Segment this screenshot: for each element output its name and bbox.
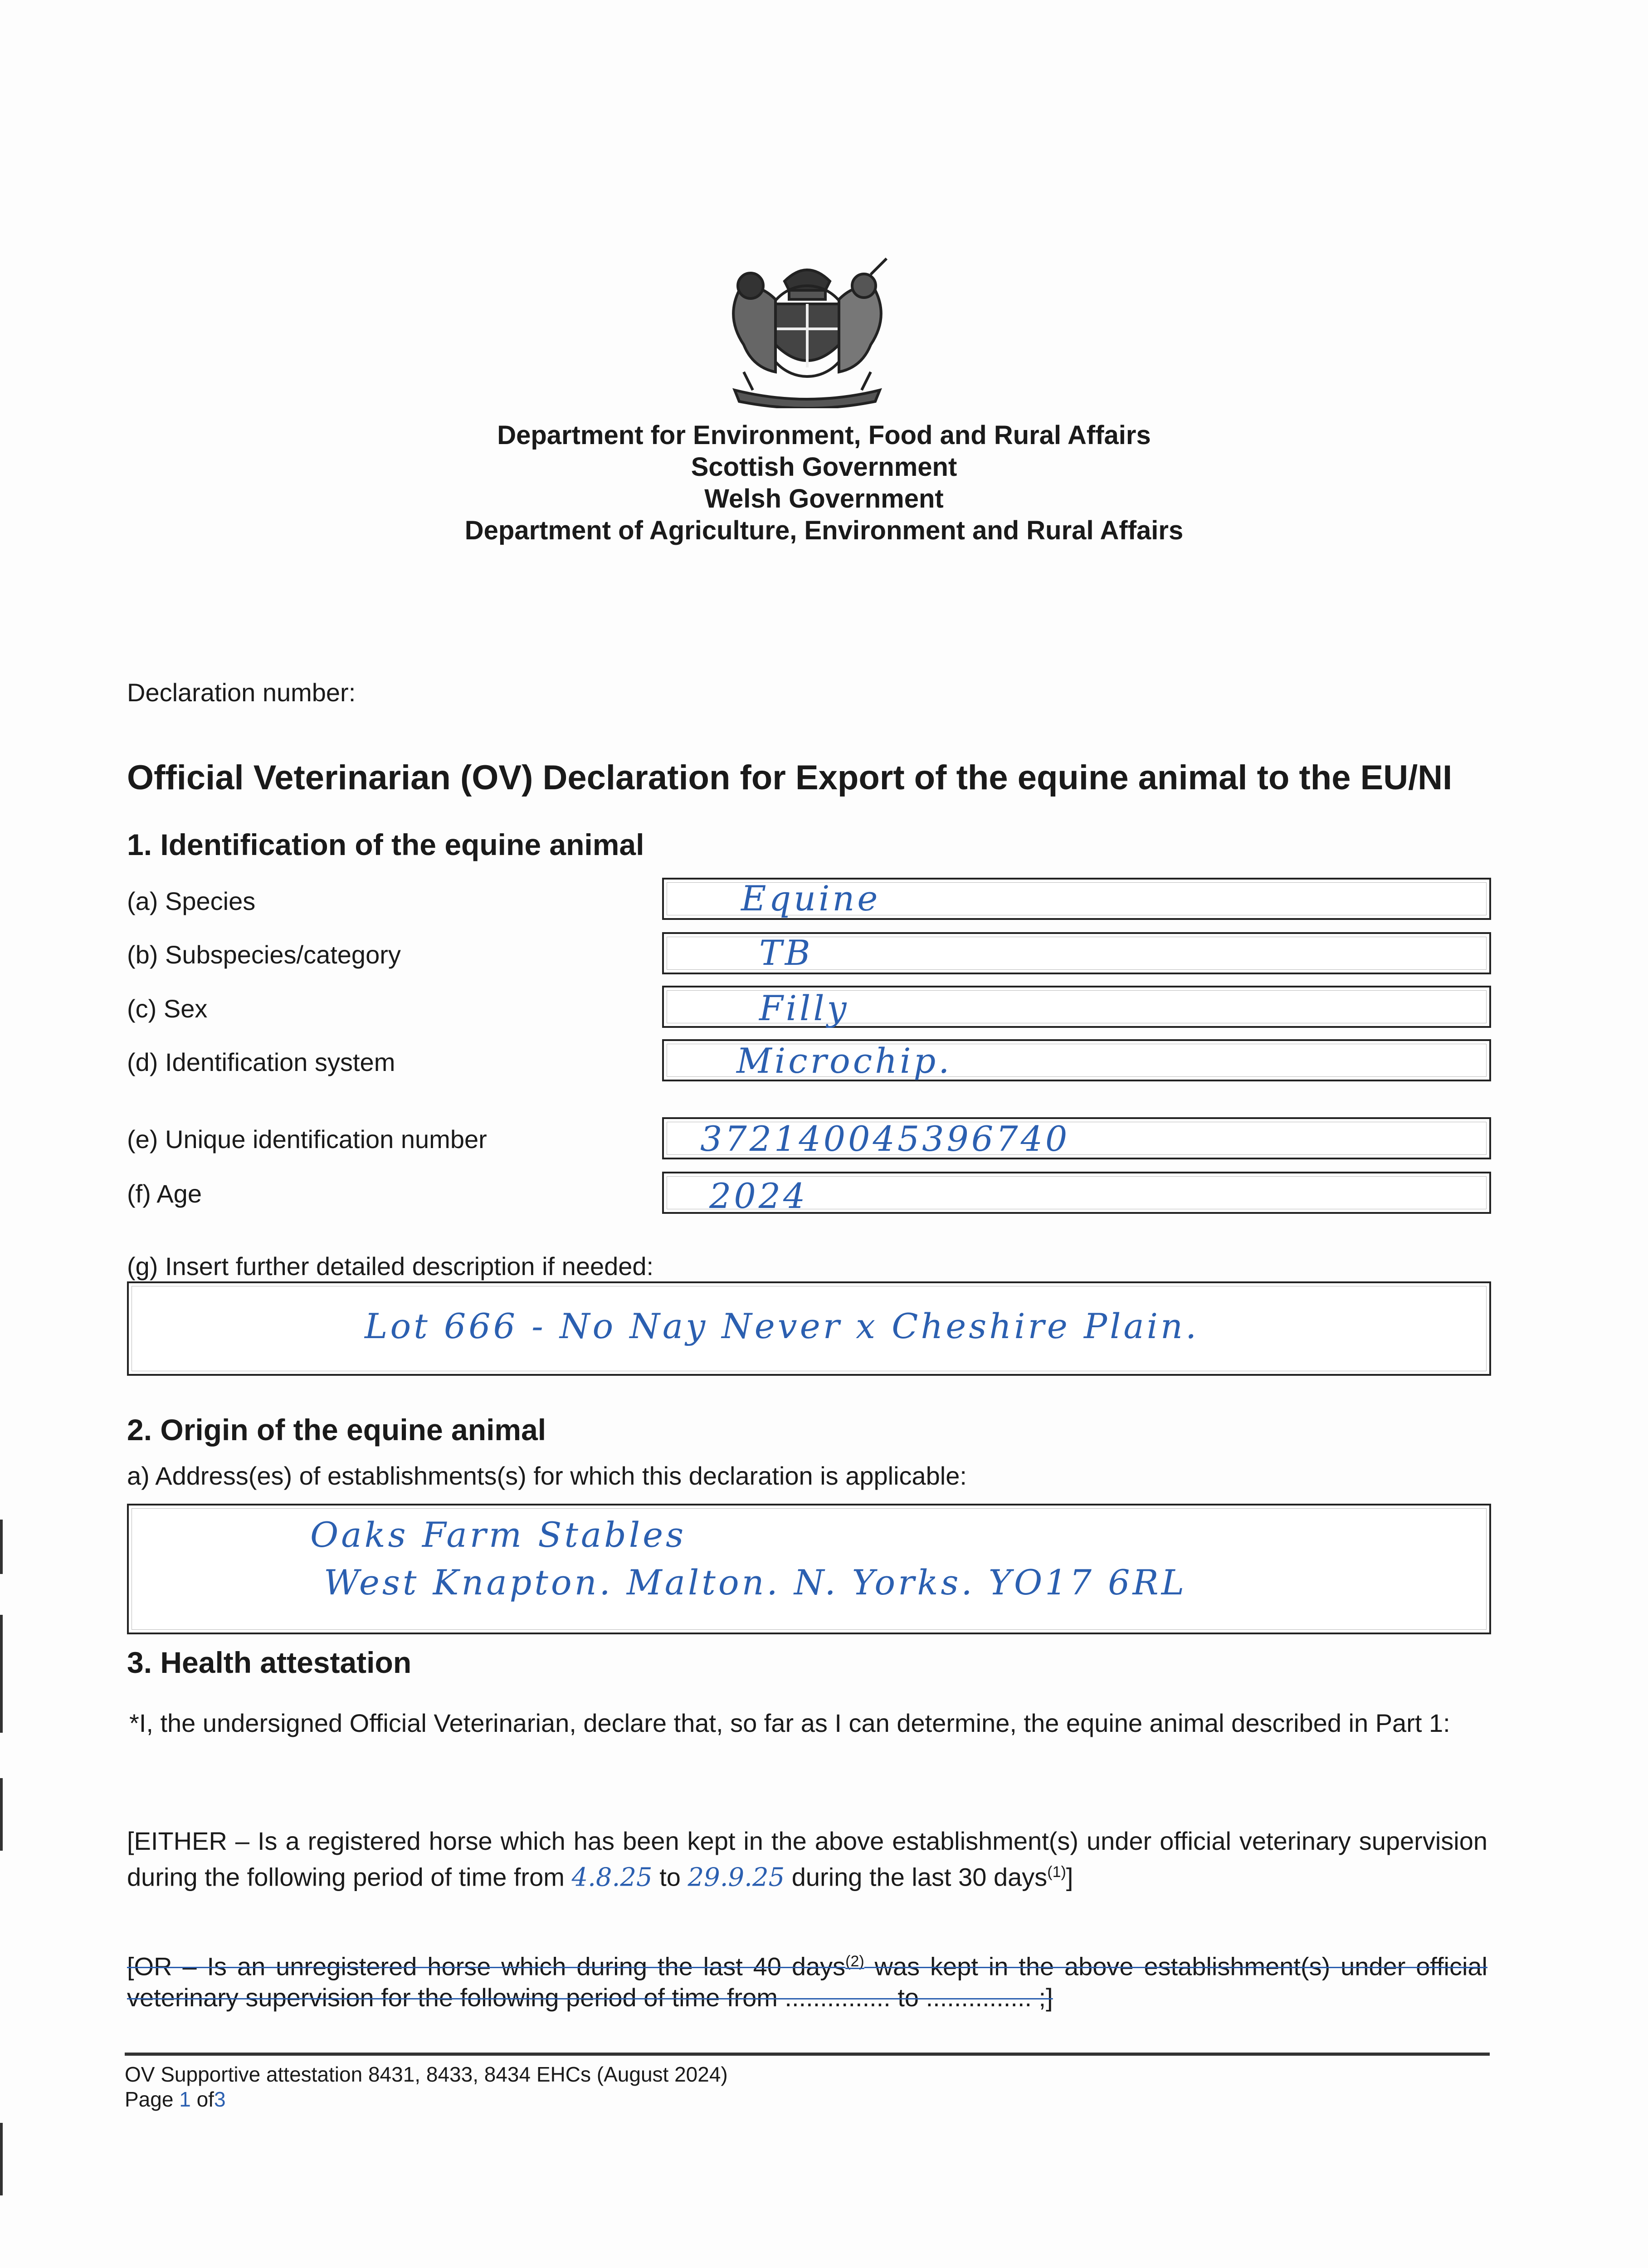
either-to-date: 29.9.25: [687, 1862, 785, 1892]
subspecies-field[interactable]: [662, 932, 1491, 974]
unique-id-field[interactable]: [662, 1117, 1491, 1159]
scan-edge-mark: [0, 1520, 3, 1574]
department-name-4: Department of Agriculture, Environment and Rural Affairs: [464, 516, 1184, 545]
address-line-2: West Knapton. Malton. N. Yorks. YO17 6RL: [324, 1562, 1187, 1603]
footer-divider: [125, 2053, 1490, 2056]
section1-heading: 1. Identification of the equine animal: [127, 828, 644, 861]
scan-edge-mark: [0, 1615, 3, 1733]
age-field[interactable]: [662, 1172, 1491, 1214]
either-from-date: 4.8.25: [571, 1862, 653, 1892]
species-value: Equine: [741, 878, 881, 919]
page-label: Page: [125, 2087, 174, 2111]
sex-field[interactable]: [662, 986, 1491, 1028]
subspecies-value: TB: [759, 933, 813, 973]
species-label: (a) Species: [127, 887, 256, 915]
footer-attestation: OV Supportive attestation 8431, 8433, 8434 EHCs (August 2024): [125, 2063, 728, 2086]
health-intro: *I, the undersigned Official Veterinarian, declare that, so far as I can determine, the equine animal described in Part 1:: [129, 1709, 1450, 1737]
page-number: [125, 2087, 226, 2112]
address-line-1: Oaks Farm Stables: [310, 1515, 687, 1555]
page-title: Official Veterinarian (OV) Declaration for Export of the equine animal to the EU/NI: [127, 758, 1453, 797]
department-name-3: Welsh Government: [704, 484, 944, 513]
species-field[interactable]: [662, 878, 1491, 920]
sex-value: Filly: [759, 988, 849, 1028]
or-clause: [127, 1946, 1487, 2013]
either-text-1: [EITHER – Is a registered horse which has been kept in the above establishment(s) under official veterinary supervision during the following period of time from: [127, 1827, 1487, 1892]
or-text-2: was kept in the above establishment(s) under official veterinary supervision for the following period of time from ............... to ............... ;]: [127, 1952, 1487, 2012]
unique-id-value: 372140045396740: [700, 1119, 1070, 1159]
scan-edge-mark: [0, 2123, 3, 2195]
unique-id-label: (e) Unique identification number: [127, 1125, 487, 1154]
subspecies-label: (b) Subspecies/category: [127, 940, 401, 969]
section2-heading: 2. Origin of the equine animal: [127, 1413, 546, 1447]
declaration-number-label: Declaration number:: [127, 678, 356, 707]
identification-system-label: (d) Identification system: [127, 1048, 395, 1076]
page-current: 1: [179, 2087, 191, 2111]
age-value: 2024: [709, 1176, 808, 1216]
address-label: a) Address(es) of establishments(s) for which this declaration is applicable:: [127, 1461, 967, 1490]
description-label: (g) Insert further detailed description if needed:: [127, 1252, 654, 1281]
or-text-1: [OR – Is an unregistered horse which during the last 40 days: [127, 1952, 846, 1981]
identification-system-field[interactable]: [662, 1039, 1491, 1081]
either-footnote: (1): [1047, 1863, 1066, 1881]
either-close: ]: [1066, 1862, 1073, 1892]
identification-system-value: Microchip.: [736, 1041, 952, 1081]
description-field[interactable]: [127, 1281, 1491, 1376]
age-label: (f) Age: [127, 1179, 202, 1208]
page-of: of: [196, 2087, 214, 2111]
or-footnote: (2): [845, 1953, 864, 1970]
scan-edge-mark: [0, 1778, 3, 1851]
department-name-2: Scottish Government: [691, 452, 957, 482]
page-total: 3: [214, 2087, 226, 2111]
royal-coat-of-arms-icon: [707, 254, 907, 408]
either-clause: [127, 1826, 1487, 1893]
department-name-1: Department for Environment, Food and Rural Affairs: [497, 420, 1151, 450]
either-to-word: to: [659, 1862, 681, 1892]
either-text-2: during the last 30 days: [791, 1862, 1048, 1892]
section3-heading: 3. Health attestation: [127, 1646, 412, 1679]
description-value: Lot 666 - No Nay Never x Cheshire Plain.: [365, 1306, 1199, 1346]
address-field[interactable]: [127, 1504, 1491, 1634]
sex-label: (c) Sex: [127, 994, 208, 1023]
